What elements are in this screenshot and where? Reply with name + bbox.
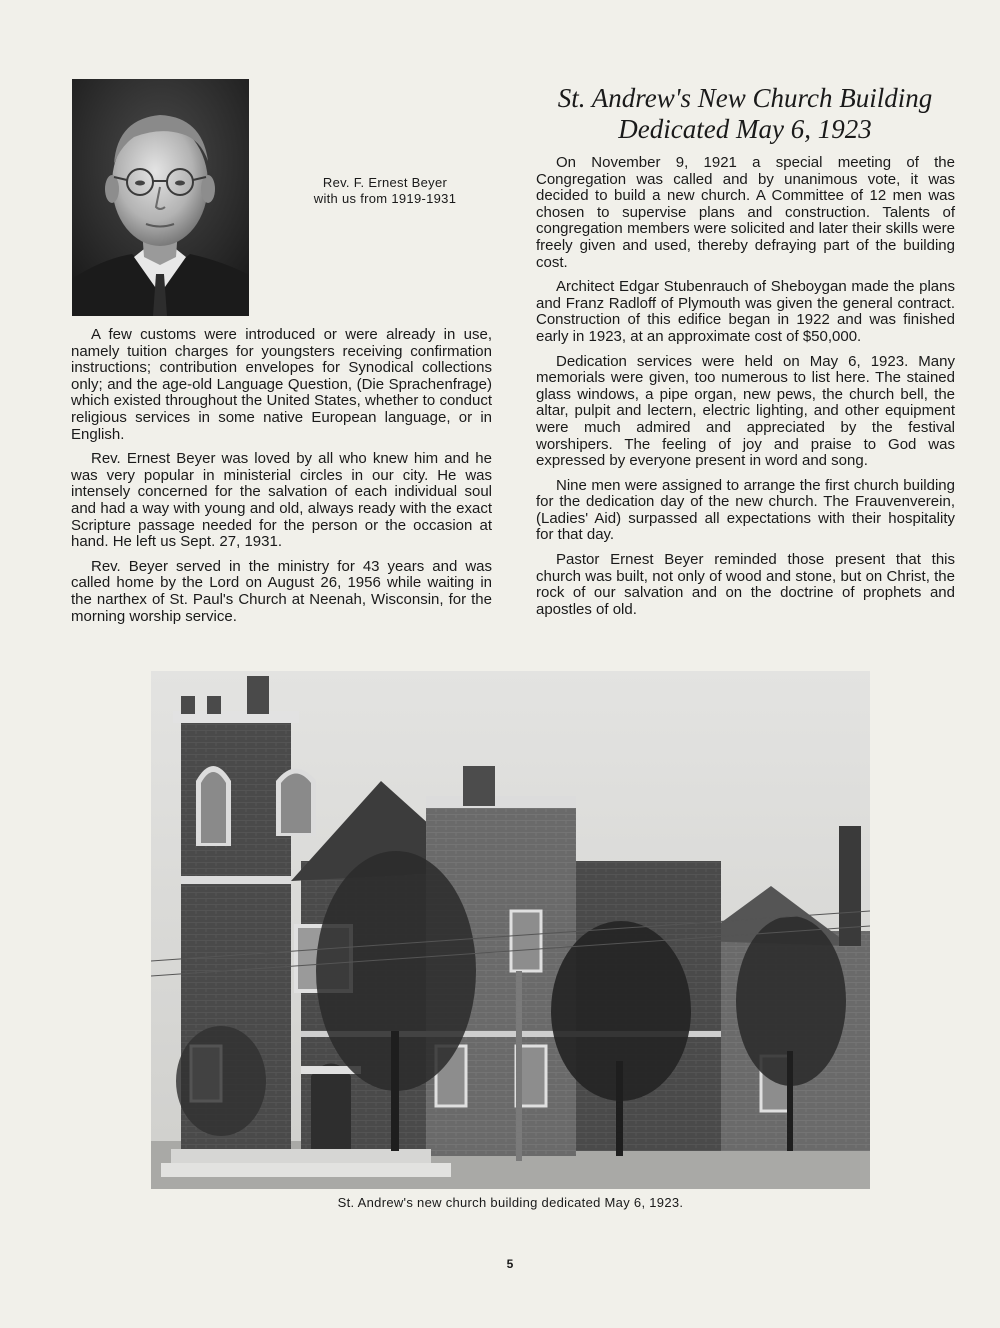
left-column-text bbox=[71, 327, 492, 633]
portrait-caption bbox=[280, 175, 490, 207]
article-paragraph: Architect Edgar Stubenrauch of Sheboygan made the plans and Franz Radloff of Plymouth was given the general contract. Construction of this edifice began in 1922 and was finished early in 1923, at an approximate cost of $50,000. bbox=[536, 278, 955, 345]
article-title-line1: St. Andrew's New Church Building bbox=[557, 83, 933, 113]
article-paragraph: Nine men were assigned to arrange the first church building for the dedication day of the new church. The Frauvenverein, (Ladies' Aid) surpassed all expectations with their hospitality for that day. bbox=[536, 476, 955, 544]
portrait-photo bbox=[72, 79, 249, 316]
article-body bbox=[536, 155, 955, 626]
article-paragraph: On November 9, 1921 a special meeting of the Congregation was called and by unanimous vote, it was decided to build a new church. A Committee of 12 men was chosen to supervise plans and construction. Talents of congregation members were solicited and later their skills were freely given and used, thereby defraying part of the building cost. bbox=[536, 154, 955, 271]
left-paragraph: A few customs were introduced or were already in use, namely tuition charges for youngsters receiving confirmation instructions; contribution envelopes for Synodical collections only; and the age-old Language Question, (Die Sprachenfrage) which existed throughout the United States, whether to conduct religious services in some native European language, or in English. bbox=[71, 326, 492, 443]
article-paragraph: Pastor Ernest Beyer reminded those present that this church was built, not only of wood and stone, but on Christ, the rock of our salvation and on the doctrine of prophets and apostles of old. bbox=[536, 551, 955, 618]
page-number: 5 bbox=[506, 1257, 514, 1271]
portrait-caption-years: with us from 1919-1931 bbox=[313, 191, 457, 206]
church-photo-caption: St. Andrew's new church building dedicated May 6, 1923. bbox=[337, 1195, 684, 1210]
article-paragraph: Dedication services were held on May 6, 1923. Many memorials were given, too numerous to list here. The stained glass windows, a pipe organ, new pews, the church bell, the altar, pulpit and lectern, electric lighting, and other equipment were much admired and appreciated by the festival worshipers. The feeling of joy and praise to God was expressed by everyone present in word and song. bbox=[536, 352, 955, 470]
article-title-line2: Dedicated May 6, 1923 bbox=[618, 114, 872, 144]
article-title bbox=[520, 83, 970, 145]
left-paragraph: Rev. Beyer served in the ministry for 43 years and was called home by the Lord on August 26, 1956 while waiting in the narthex of St. Paul's Church at Neenah, Wisconsin, for the morning worship service. bbox=[71, 557, 492, 625]
portrait-caption-name: Rev. F. Ernest Beyer bbox=[322, 175, 448, 190]
church-photo bbox=[151, 671, 870, 1189]
left-paragraph: Rev. Ernest Beyer was loved by all who knew him and he was very popular in ministerial circles in our city. He was intensely concerned for the salvation of each individual soul and had a way with young and old, always ready with the exact Scripture passage needed for the person or the occasion at hand. He left us Sept. 27, 1931. bbox=[71, 450, 492, 551]
